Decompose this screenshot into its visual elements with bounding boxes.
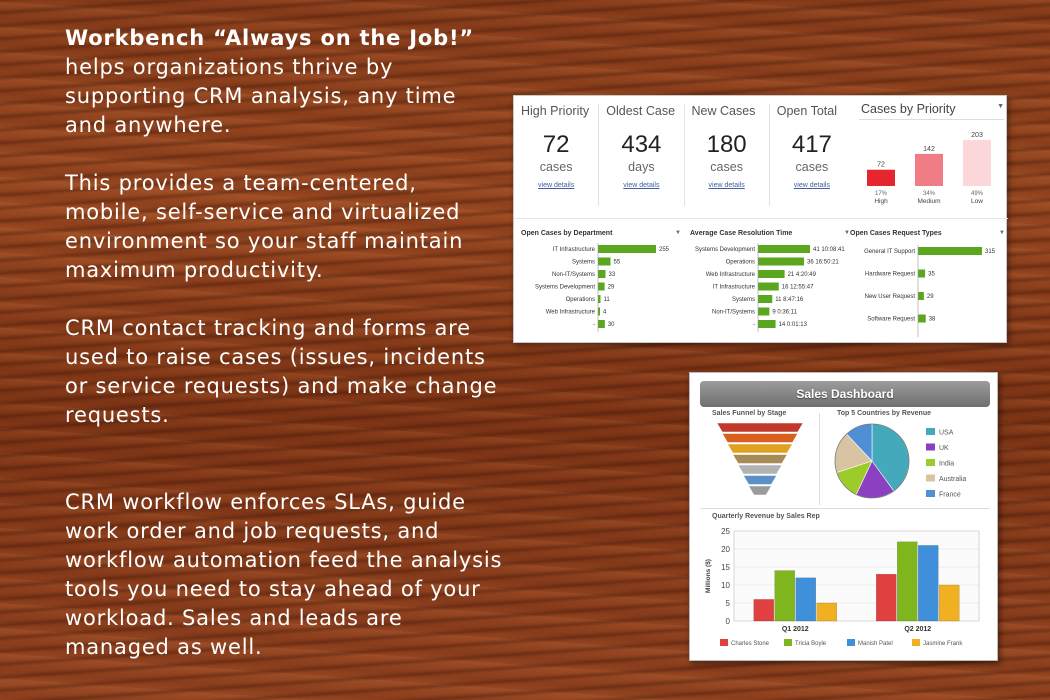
intro-rest: helps organizations thrive by supporting CRM analysis, any time and anywhere. <box>65 55 457 137</box>
revenue-bar <box>939 585 959 621</box>
funnel-segment <box>728 444 793 453</box>
kpi-title: New Cases <box>691 104 756 118</box>
bar-category-label: Hardware Request <box>864 271 915 278</box>
priority-pct-label: 49% <box>970 191 984 197</box>
view-details-link[interactable]: view details <box>708 182 745 189</box>
view-details-link[interactable]: view details <box>793 182 830 189</box>
pie-legend-label: France <box>939 491 961 499</box>
workflow-paragraph: CRM workflow enforces SLAs, guide work order and job requests, and workflow automation feed the analysis tools you need to stay ahead of your workload. Sales and leads are managed as well. <box>65 490 503 659</box>
bar-value-label: 315 <box>985 249 996 255</box>
kpi-unit: days <box>628 160 655 174</box>
requests-header[interactable] <box>850 230 1005 237</box>
bar-value-label: 55 <box>613 259 621 266</box>
kpi-unit: cases <box>795 160 829 174</box>
bar-category-label: Web Infrastructure <box>545 309 595 316</box>
bar-category-label: IT Infrastructure <box>712 284 755 291</box>
divider <box>700 508 990 509</box>
dept-title: Open Cases by Department <box>521 230 613 237</box>
requests-title: Open Cases Request Types <box>850 230 942 237</box>
bar-mark <box>758 308 769 316</box>
bar-mark <box>758 283 779 291</box>
dept-widget <box>521 230 681 340</box>
pie-legend-swatch <box>926 428 935 435</box>
pie-legend-label: USA <box>939 429 954 437</box>
revenue-title: Quarterly Revenue by Sales Rep <box>712 513 820 520</box>
priority-pct-label: 34% <box>922 191 936 197</box>
revenue-bar <box>754 599 774 621</box>
bar-value-label: 21 4:20:49 <box>787 272 816 278</box>
bar-mark <box>598 270 606 278</box>
bar-category-label: Operations <box>565 297 595 303</box>
y-tick-label: 5 <box>725 599 730 608</box>
pie-legend-label: Australia <box>939 476 967 483</box>
priority-bar <box>915 154 943 186</box>
priority-bar <box>963 140 991 186</box>
bar-mark <box>758 245 810 253</box>
bar-mark <box>758 258 804 266</box>
bar-value-label: 255 <box>659 247 670 253</box>
pie-legend-label: UK <box>939 445 949 452</box>
funnel-chart <box>710 421 815 503</box>
cases-by-priority-widget <box>859 100 1004 212</box>
bar-mark <box>758 270 785 278</box>
bar-mark <box>598 320 605 328</box>
bar-value-label: 29 <box>607 284 615 291</box>
kpi-value: 180 <box>706 131 747 158</box>
priority-bar <box>867 170 895 186</box>
view-details-link[interactable]: view details <box>538 182 575 189</box>
bar-value-label: 41 10:08:41 <box>813 247 845 253</box>
priority-value-label: 142 <box>923 145 935 153</box>
bar-category-label: Operations <box>725 259 755 266</box>
divider <box>819 413 820 505</box>
bar-mark <box>598 245 656 253</box>
legend-swatch <box>720 639 728 646</box>
bar-mark <box>918 247 982 255</box>
view-details-link[interactable]: view details <box>623 182 660 189</box>
pie-legend-label: India <box>939 460 955 468</box>
kpi-title: High Priority <box>521 104 590 118</box>
kpi-new-cases <box>685 104 770 206</box>
priority-pct-label: 17% <box>874 191 888 197</box>
bar-category-label: Web Infrastructure <box>705 272 755 278</box>
y-axis-label: Millions ($) <box>705 559 712 593</box>
bar-category-label: Non-IT/Systems <box>711 309 755 316</box>
y-tick-label: 20 <box>721 545 730 554</box>
sales-dashboard <box>689 372 998 661</box>
legend-label: Jasmine Frank <box>923 641 963 647</box>
legend-swatch <box>847 639 855 646</box>
bar-value-label: 36 16:50:21 <box>807 259 839 266</box>
requests-chart <box>850 237 1005 337</box>
y-tick-label: 10 <box>721 581 730 590</box>
revenue-bar <box>876 574 896 621</box>
bar-mark <box>598 258 611 266</box>
kpi-title: Oldest Case <box>606 104 676 118</box>
funnel-segment <box>733 455 787 464</box>
funnel-title: Sales Funnel by Stage <box>712 410 787 417</box>
priority-chart <box>859 120 1004 210</box>
bar-category-label: New User Request <box>864 294 915 300</box>
pie-legend-swatch <box>926 444 935 451</box>
divider <box>514 218 1008 219</box>
intro-bold: Workbench “Always on the Job!” <box>65 26 474 50</box>
bar-mark <box>598 295 601 303</box>
revenue-bar <box>775 571 795 621</box>
bar-value-label: 33 <box>608 272 616 278</box>
chevron-down-icon[interactable]: ▼ <box>675 230 681 236</box>
x-tick-label: Q1 2012 <box>781 626 809 633</box>
revenue-bar <box>918 545 938 621</box>
tracking-paragraph: CRM contact tracking and forms are used to raise cases (issues, incidents or service requests) and make change requests. <box>65 316 498 427</box>
bar-category-label: Systems <box>571 259 595 266</box>
requests-widget <box>850 230 1005 340</box>
funnel-segment <box>743 476 776 485</box>
kpi-value: 417 <box>791 131 832 158</box>
funnel-segment <box>738 465 782 474</box>
pie-legend-swatch <box>926 490 935 497</box>
kpi-oldest-case <box>599 104 684 206</box>
bar-value-label: 30 <box>607 322 615 328</box>
bar-category-label: - <box>753 322 755 328</box>
revenue-chart <box>702 523 992 658</box>
priority-title: Cases by Priority <box>861 102 956 116</box>
bar-value-label: 11 8:47:16 <box>775 297 804 303</box>
bar-category-label: IT Infrastructure <box>552 247 595 253</box>
dept-header[interactable] <box>521 230 681 237</box>
funnel-segment <box>722 434 797 443</box>
priority-value-label: 203 <box>971 132 983 140</box>
funnel-segment <box>717 423 803 432</box>
legend-label: Tricia Boyle <box>795 641 827 647</box>
priority-value-label: 72 <box>877 161 885 169</box>
resolution-chart <box>690 237 850 332</box>
resolution-widget <box>690 230 850 340</box>
revenue-bar <box>817 603 837 621</box>
bar-value-label: 14 0:01:13 <box>778 322 807 328</box>
bar-mark <box>598 283 605 291</box>
bar-value-label: 9 0:36:11 <box>772 309 797 316</box>
bar-category-label: General IT Support <box>864 249 915 255</box>
bar-value-label: 29 <box>926 294 934 300</box>
bar-category-label: Systems <box>731 297 755 303</box>
bar-category-label: Systems Development <box>534 284 595 291</box>
bar-category-label: - <box>593 322 595 328</box>
chevron-down-icon[interactable]: ▼ <box>999 230 1005 236</box>
pie-title: Top 5 Countries by Revenue <box>837 410 931 417</box>
bar-mark <box>918 292 924 300</box>
bar-value-label: 11 <box>603 297 610 303</box>
bar-value-label: 4 <box>603 309 607 316</box>
bar-value-label: 35 <box>928 271 935 278</box>
revenue-bar <box>897 542 917 621</box>
sales-dashboard-title: Sales Dashboard <box>700 381 990 407</box>
priority-category-label: Low <box>971 198 983 205</box>
bar-mark <box>918 270 925 278</box>
kpi-row <box>514 96 854 214</box>
bar-mark <box>918 315 926 323</box>
bar-category-label: Systems Development <box>694 247 755 253</box>
pie-legend-swatch <box>926 475 935 482</box>
y-tick-label: 15 <box>721 563 730 572</box>
kpi-unit: cases <box>539 160 573 174</box>
bar-mark <box>758 320 776 328</box>
kpi-unit: cases <box>710 160 743 174</box>
environment-paragraph: This provides a team-centered, mobile, self-service and virtualized environment so your staff maintain maximum productivity. <box>65 171 464 282</box>
chevron-down-icon[interactable]: ▼ <box>997 103 1004 110</box>
legend-label: Charles Stone <box>731 641 770 647</box>
resolution-title: Average Case Resolution Time <box>690 230 793 237</box>
bar-category-label: Software Request <box>867 316 915 323</box>
funnel-segment <box>749 486 772 495</box>
legend-swatch <box>912 639 920 646</box>
kpi-open-total <box>770 104 854 206</box>
bar-mark <box>758 295 772 303</box>
kpi-value: 434 <box>621 131 662 158</box>
chevron-down-icon[interactable]: ▼ <box>844 230 850 236</box>
priority-category-label: Medium <box>917 198 941 205</box>
bar-value-label: 16 12:55:47 <box>781 284 814 291</box>
pie-chart <box>830 419 995 509</box>
legend-label: Manish Patel <box>858 641 893 647</box>
kpi-high-priority <box>514 104 599 206</box>
crm-dashboard <box>513 95 1007 343</box>
dept-chart <box>521 237 681 332</box>
priority-header[interactable] <box>859 100 1004 120</box>
pie-legend-swatch <box>926 459 935 466</box>
intro-paragraph <box>65 24 505 140</box>
legend-swatch <box>784 639 792 646</box>
bar-category-label: Non-IT/Systems <box>551 272 595 278</box>
priority-category-label: High <box>874 198 888 205</box>
y-tick-label: 25 <box>721 527 730 536</box>
y-tick-label: 0 <box>725 617 730 626</box>
bar-value-label: 38 <box>928 316 936 323</box>
kpi-title: Open Total <box>776 104 837 118</box>
revenue-bar <box>796 578 816 621</box>
resolution-header[interactable] <box>690 230 850 237</box>
x-tick-label: Q2 2012 <box>904 626 932 633</box>
marketing-copy <box>65 24 505 691</box>
kpi-value: 72 <box>542 131 570 158</box>
